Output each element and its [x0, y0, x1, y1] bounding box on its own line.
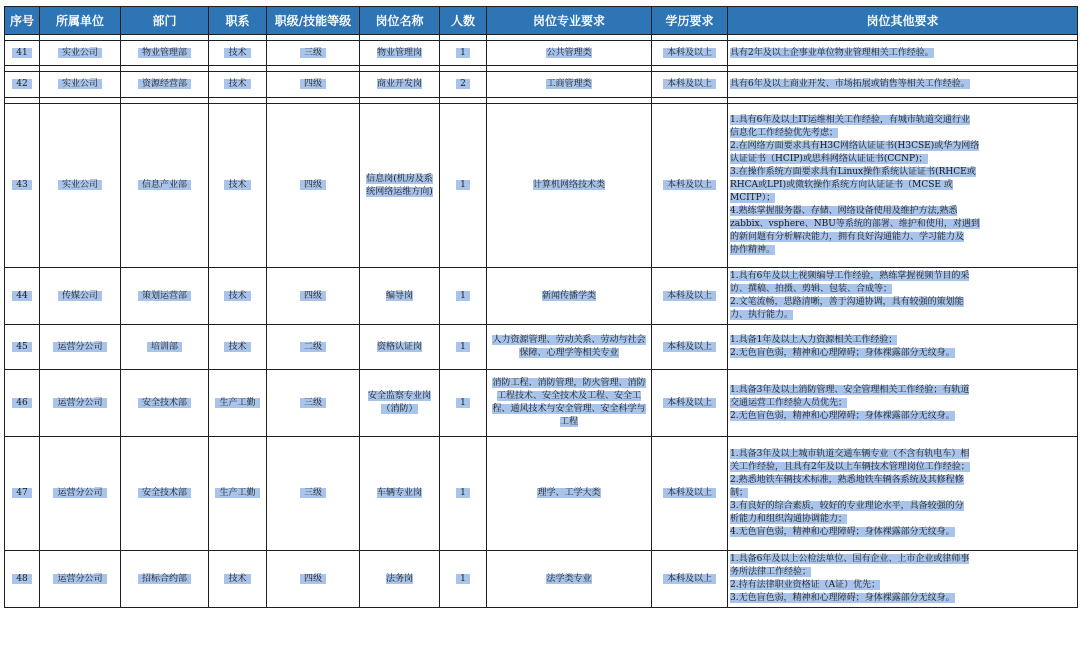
cell-series-text: 技术 — [224, 291, 250, 301]
cell-count — [440, 72, 487, 98]
requirement-line — [730, 244, 1075, 257]
requirement-line — [730, 140, 1075, 153]
cell-dept-text: 培训部 — [147, 342, 182, 352]
cell-unit-text: 运营分公司 — [53, 398, 106, 408]
cell-level — [267, 437, 360, 551]
cell-series-text: 生产工勤 — [215, 398, 259, 408]
requirement-line — [730, 334, 1075, 347]
cell-unit-text: 运营分公司 — [53, 488, 106, 498]
header-cell-level: 职级/技能等级 — [267, 7, 360, 35]
requirement-line-text: 1.具备3年及以上城市轨道交通车辆专业（不含有轨电车）相 — [730, 449, 970, 459]
requirement-line — [730, 579, 1075, 592]
cell-dept-text: 信息产业部 — [138, 180, 191, 190]
requirement-line-text: 析能力和组织沟通协调能力； — [730, 514, 848, 524]
cell-no — [5, 268, 40, 325]
cell-unit — [40, 551, 121, 608]
cell-series-text: 技术 — [224, 574, 250, 584]
cell-count — [440, 325, 487, 370]
requirement-line-text: 2.文笔流畅，思路清晰，善于沟通协调，具有较强的策划能 — [730, 297, 964, 307]
requirement-line — [730, 410, 1075, 423]
cell-other-requirements — [728, 370, 1078, 437]
cell-edu — [652, 72, 728, 98]
cell-post-text: 编导岗 — [385, 290, 413, 301]
cell-level — [267, 72, 360, 98]
cell-edu — [652, 268, 728, 325]
cell-count — [440, 268, 487, 325]
requirement-line-text: 交通运营工作经验人员优先； — [730, 397, 848, 408]
cell-major — [487, 104, 652, 268]
cell-other-requirements — [728, 268, 1078, 325]
cell-series — [209, 41, 267, 66]
cell-level-text: 三级 — [300, 398, 326, 408]
cell-unit — [40, 72, 121, 98]
cell-dept — [121, 437, 209, 551]
requirement-line — [730, 127, 1075, 140]
requirement-line — [730, 78, 1075, 91]
cell-no-text: 41 — [12, 48, 31, 58]
cell-no-text: 44 — [12, 291, 31, 301]
requirement-line-text: 4.熟练掌握服务器、存储、网络设备使用及维护方法,熟悉 — [730, 206, 958, 216]
requirement-line — [730, 566, 1075, 579]
cell-post-text: 资格认证岗 — [376, 341, 422, 352]
requirement-line-text: 2.无色盲色弱，精神和心理障碍；身体裸露部分无纹身。 — [730, 410, 955, 421]
cell-dept — [121, 325, 209, 370]
cell-edu — [652, 437, 728, 551]
requirement-line-text: 认证证书（HCIP)或思科网络认证证书(CCNP)； — [730, 154, 928, 164]
requirement-line-text: 力、执行能力。 — [730, 310, 794, 320]
cell-count-text: 1 — [456, 398, 470, 408]
header-cell-edu: 学历要求 — [652, 7, 728, 35]
cell-dept-text: 安全技术部 — [138, 398, 191, 408]
requirement-line-text: 1.具备6年及以上公检法单位、国有企业、上市企业或律师事 — [730, 554, 970, 564]
requirement-line — [730, 296, 1075, 309]
cell-major-text: 工商管理类 — [546, 79, 592, 89]
cell-series — [209, 104, 267, 268]
table-row — [5, 370, 1078, 437]
cell-level — [267, 370, 360, 437]
table-row — [5, 325, 1078, 370]
cell-dept-text: 资源经营部 — [138, 79, 191, 89]
cell-no-text: 47 — [12, 488, 31, 498]
cell-edu-text: 本科及以上 — [663, 180, 716, 190]
header-cell-post: 岗位名称 — [360, 7, 440, 35]
requirement-line — [730, 179, 1075, 192]
cell-level-text: 四级 — [300, 291, 326, 301]
header-cell-dept: 部门 — [121, 7, 209, 35]
cell-count — [440, 437, 487, 551]
cell-edu — [652, 41, 728, 66]
cell-post — [360, 72, 440, 98]
requirement-line — [730, 166, 1075, 179]
requirement-line-text: RHCA或LPI)或微软操作系统方向认证证书（MCSE 或 — [730, 180, 953, 190]
requirement-line — [730, 513, 1075, 526]
cell-edu-text: 本科及以上 — [663, 398, 716, 408]
requirement-line-text: 关工作经验，且具有2年及以上车辆技术管理岗位工作经验； — [730, 462, 970, 472]
cell-level-text: 三级 — [300, 48, 326, 58]
cell-count-text: 1 — [456, 291, 470, 301]
cell-unit — [40, 370, 121, 437]
cell-count — [440, 370, 487, 437]
cell-major-text: 公共管理类 — [546, 47, 592, 58]
requirement-line-text: 1.具有6年及以上视频编导工作经验，熟练掌握视频节目的采 — [730, 271, 970, 281]
requirement-line-text: 1.具备3年及以上消防管理、安全管理相关工作经验；有轨道 — [730, 384, 970, 395]
header-row — [5, 7, 1078, 35]
cell-unit-text: 运营分公司 — [53, 574, 106, 584]
cell-major — [487, 41, 652, 66]
cell-series-text: 技术 — [224, 79, 250, 89]
requirement-line-text: 1.具有6年及以上IT运维相关工作经验，有城市轨道交通行业 — [730, 115, 970, 125]
requirement-line — [730, 553, 1075, 566]
requirement-line-text: 2.无色盲色弱，精神和心理障碍；身体裸露部分无纹身。 — [730, 348, 955, 358]
cell-level — [267, 551, 360, 608]
header-cell-other: 岗位其他要求 — [728, 7, 1078, 35]
requirement-line — [730, 526, 1075, 539]
cell-edu — [652, 370, 728, 437]
cell-no — [5, 72, 40, 98]
requirement-line — [730, 500, 1075, 513]
cell-level — [267, 104, 360, 268]
requirement-line — [730, 153, 1075, 166]
requirement-line-text: 具有2年及以上企事业单位物业管理相关工作经验。 — [730, 47, 934, 58]
cell-level — [267, 325, 360, 370]
requirement-line — [730, 592, 1075, 605]
cell-post — [360, 370, 440, 437]
cell-edu-text: 本科及以上 — [663, 488, 716, 498]
cell-unit-text: 实业公司 — [58, 48, 102, 58]
cell-dept-text: 安全技术部 — [138, 488, 191, 498]
cell-unit — [40, 437, 121, 551]
cell-major-text: 新闻传播学类 — [541, 290, 596, 301]
cell-no — [5, 437, 40, 551]
cell-post — [360, 268, 440, 325]
header-cell-major: 岗位专业要求 — [487, 7, 652, 35]
requirement-line-text: 制； — [730, 488, 749, 498]
cell-other-requirements — [728, 437, 1078, 551]
cell-dept — [121, 72, 209, 98]
cell-other-requirements — [728, 551, 1078, 608]
cell-unit-text: 实业公司 — [58, 180, 102, 190]
cell-no-text: 46 — [12, 398, 31, 408]
requirement-line-text: 2.持有法律职业资格证（A证）优先； — [730, 580, 881, 590]
requirement-line — [730, 283, 1075, 296]
cell-count-text: 1 — [456, 488, 470, 498]
cell-level — [267, 41, 360, 66]
requirement-line — [730, 474, 1075, 487]
cell-series — [209, 268, 267, 325]
cell-no-text: 42 — [12, 79, 31, 89]
cell-major-text: 人力资源管理、劳动关系、劳动与社会保障、心理学等相关专业 — [492, 335, 646, 358]
requirement-line — [730, 448, 1075, 461]
requirement-line — [730, 397, 1075, 410]
table-row — [5, 437, 1078, 551]
cell-no — [5, 325, 40, 370]
requirement-line — [730, 270, 1075, 283]
cell-series — [209, 72, 267, 98]
cell-dept-text: 招标合约部 — [138, 574, 191, 584]
cell-count-text: 1 — [456, 342, 470, 352]
cell-unit — [40, 268, 121, 325]
cell-post — [360, 551, 440, 608]
cell-no — [5, 104, 40, 268]
cell-post-text: 商业开发岗 — [376, 79, 422, 89]
requirement-line — [730, 205, 1075, 218]
cell-post — [360, 41, 440, 66]
cell-series-text: 技术 — [224, 48, 250, 58]
cell-edu-text: 本科及以上 — [663, 291, 716, 301]
cell-major-text: 计算机网络技术类 — [532, 180, 605, 190]
requirement-line — [730, 192, 1075, 205]
header-cell-no: 序号 — [5, 7, 40, 35]
requirement-line — [730, 47, 1075, 60]
cell-level-text: 三级 — [300, 488, 326, 498]
cell-post-text: 安全监察专业岗（消防） — [367, 391, 431, 414]
cell-count-text: 1 — [456, 574, 470, 584]
cell-count — [440, 551, 487, 608]
requirement-line-text: 3.无色盲色弱，精神和心理障碍；身体裸露部分无纹身。 — [730, 593, 955, 603]
cell-unit — [40, 104, 121, 268]
requirement-line-text: 1.具备1年及以上人力资源相关工作经验； — [730, 335, 898, 345]
cell-count-text: 1 — [456, 180, 470, 190]
cell-major — [487, 370, 652, 437]
header-cell-series: 职系 — [209, 7, 267, 35]
cell-edu-text: 本科及以上 — [663, 342, 716, 352]
requirement-line-text: 信息化工作经验优先考虑； — [730, 128, 839, 138]
requirement-line-text: 协作精神。 — [730, 245, 776, 255]
cell-post-text: 物业管理岗 — [376, 47, 422, 58]
cell-edu-text: 本科及以上 — [663, 79, 716, 89]
requirement-line — [730, 487, 1075, 500]
cell-count-text: 1 — [456, 48, 470, 58]
cell-other-requirements — [728, 41, 1078, 66]
table-row — [5, 72, 1078, 98]
cell-dept — [121, 104, 209, 268]
requirement-line — [730, 347, 1075, 360]
cell-major-text: 法学类专业 — [546, 573, 592, 584]
table-row — [5, 41, 1078, 66]
requirement-line — [730, 309, 1075, 322]
cell-series-text: 技术 — [224, 342, 250, 352]
cell-edu — [652, 104, 728, 268]
requirement-line-text: zabbix、vsphere、NBU等系统的部署、维护和使用，对遇到 — [730, 219, 980, 229]
requirement-line-text: 具有6年及以上商业开发、市场拓展或销售等相关工作经验。 — [730, 79, 970, 89]
cell-series — [209, 370, 267, 437]
cell-unit-text: 传媒公司 — [58, 291, 102, 301]
table-row — [5, 551, 1078, 608]
cell-dept-text: 策划运营部 — [138, 291, 191, 301]
cell-count — [440, 104, 487, 268]
requirement-line — [730, 231, 1075, 244]
cell-dept-text: 物业管理部 — [138, 48, 191, 58]
requirement-line-text: 3.在操作系统方面要求具有Linux操作系统认证证书(RHCE或 — [730, 167, 976, 177]
cell-major-text: 理学、工学大类 — [537, 488, 601, 498]
cell-series — [209, 551, 267, 608]
cell-unit — [40, 325, 121, 370]
requirement-line-text: 4.无色盲色弱，精神和心理障碍；身体裸露部分无纹身。 — [730, 527, 955, 537]
cell-post — [360, 104, 440, 268]
cell-major — [487, 72, 652, 98]
cell-edu — [652, 551, 728, 608]
cell-other-requirements — [728, 72, 1078, 98]
cell-dept — [121, 41, 209, 66]
cell-edu-text: 本科及以上 — [663, 48, 716, 58]
table-row — [5, 104, 1078, 268]
cell-major — [487, 268, 652, 325]
cell-edu — [652, 325, 728, 370]
cell-post — [360, 437, 440, 551]
cell-major-text: 消防工程、消防管理，防火管理、消防工程技术、安全技术及工程、安全工程、通风技术与安全管理、安全科学与工程 — [492, 378, 646, 427]
cell-level-text: 四级 — [300, 79, 326, 89]
cell-other-requirements — [728, 104, 1078, 268]
cell-no-text: 48 — [12, 574, 31, 584]
cell-major — [487, 437, 652, 551]
header-cell-count: 人数 — [440, 7, 487, 35]
cell-no — [5, 370, 40, 437]
cell-level — [267, 268, 360, 325]
cell-no — [5, 41, 40, 66]
cell-unit-text: 实业公司 — [58, 79, 102, 89]
table-row — [5, 268, 1078, 325]
requirement-line — [730, 384, 1075, 397]
cell-post-text: 车辆专业岗 — [376, 488, 422, 498]
header-cell-unit: 所属单位 — [40, 7, 121, 35]
table-body — [5, 35, 1078, 608]
requirement-line — [730, 461, 1075, 474]
cell-dept — [121, 551, 209, 608]
requirement-line-text: 2.在网络方面要求具有H3C网络认证证书(H3CSE)或华为网络 — [730, 141, 980, 151]
requirement-line — [730, 218, 1075, 231]
requirement-line-text: 访、撰稿、拍摄、剪辑、包装、合成等； — [730, 284, 893, 294]
cell-level-text: 四级 — [300, 180, 326, 190]
cell-no — [5, 551, 40, 608]
cell-no-text: 43 — [12, 180, 31, 190]
cell-dept — [121, 370, 209, 437]
cell-unit — [40, 41, 121, 66]
cell-series — [209, 325, 267, 370]
requirement-line-text: 务所法律工作经验； — [730, 567, 812, 577]
cell-major — [487, 325, 652, 370]
recruitment-table — [4, 6, 1078, 608]
cell-no-text: 45 — [12, 342, 31, 352]
recruitment-table-sheet — [4, 6, 1077, 608]
requirement-line — [730, 114, 1075, 127]
requirement-line-text: 的新问题有分析解决能力，拥有良好沟通能力、学习能力及 — [730, 232, 965, 242]
requirement-line-text: MCITP）； — [730, 193, 776, 203]
cell-count — [440, 41, 487, 66]
cell-series-text: 生产工勤 — [215, 488, 259, 498]
cell-post-text: 法务岗 — [385, 573, 413, 584]
cell-series-text: 技术 — [224, 180, 250, 190]
cell-count-text: 2 — [456, 79, 470, 89]
cell-major — [487, 551, 652, 608]
requirement-line-text: 3.有良好的综合素质，较好的专业理论水平，具备较强的分 — [730, 501, 964, 511]
cell-level-text: 四级 — [300, 574, 326, 584]
cell-edu-text: 本科及以上 — [663, 574, 716, 584]
cell-dept — [121, 268, 209, 325]
cell-unit-text: 运营分公司 — [53, 342, 106, 352]
cell-post — [360, 325, 440, 370]
cell-level-text: 二级 — [300, 342, 326, 352]
cell-other-requirements — [728, 325, 1078, 370]
cell-post-text: 信息岗(机房及系统网络运维方向) — [366, 173, 433, 197]
cell-series — [209, 437, 267, 551]
requirement-line-text: 2.熟悉地铁车辆技术标准，熟悉地铁车辆各系统及其修程修 — [730, 475, 964, 485]
